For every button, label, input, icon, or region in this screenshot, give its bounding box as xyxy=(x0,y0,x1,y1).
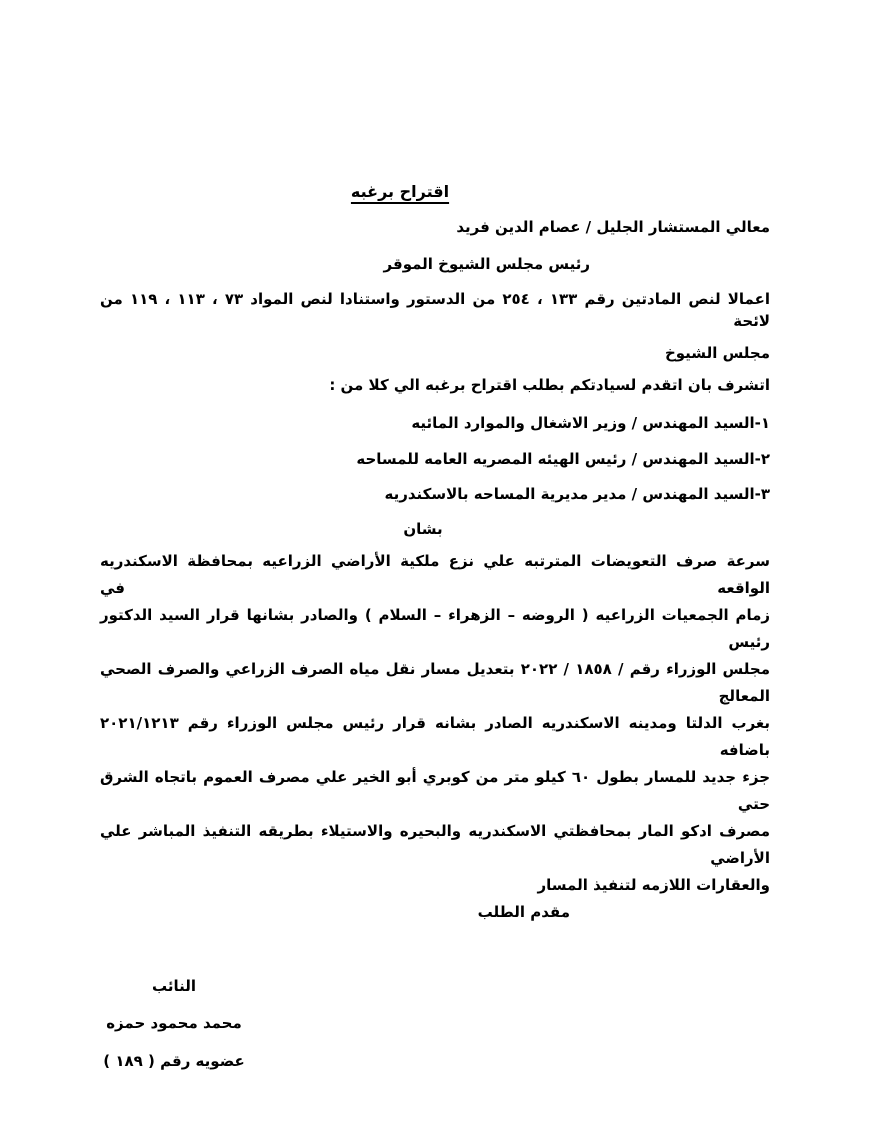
subject-line-5: جزء جديد للمسار بطول ٦٠ كيلو متر من كوبري أبو الخير علي مصرف العموم باتجاه الشرق حتي xyxy=(100,768,771,813)
regarding-label: بشان xyxy=(403,520,443,538)
signature-block xyxy=(100,975,248,1072)
document-title xyxy=(65,180,735,204)
salutation-recipient: معالي المستشار الجليل / عصام الدين فريد xyxy=(456,218,770,236)
salutation-recipient-role: رئيس مجلس الشيوخ الموقر xyxy=(383,255,590,273)
subject-line-1: سرعة صرف التعويضات المترتبه علي نزع ملكية الأراضي الزراعيه بمحافظة الاسكندريه الواقعه في xyxy=(100,552,770,597)
submitter-label: مقدم الطلب xyxy=(477,903,570,921)
subject-line-4: بغرب الدلتا ومدينه الاسكندريه الصادر بشانه قرار رئيس مجلس الوزراء رقم ٢٠٢١/١٢١٣ باضافه xyxy=(100,714,770,759)
document-title-text: اقتراح برغبه xyxy=(350,182,450,201)
signature-name: محمد محمود حمزه xyxy=(106,1014,242,1032)
addressee-item-1: ١-السيد المهندس / وزير الاشغال والموارد المائيه xyxy=(411,414,770,432)
addressee-item-3: ٣-السيد المهندس / مدير مديرية المساحه بالاسكندريه xyxy=(384,485,770,503)
subject-line-3: مجلس الوزراء رقم / ١٨٥٨ / ٢٠٢٢ بتعديل مسار نقل مياه الصرف الزراعي والصرف الصحي المعالج xyxy=(100,660,770,705)
addressee-item-2: ٢-السيد المهندس / رئيس الهيئه المصريه العامه للمساحه xyxy=(356,450,770,468)
legal-basis-line-2: مجلس الشيوخ xyxy=(664,344,770,362)
subject-paragraph xyxy=(100,548,770,899)
subject-line-2: زمام الجمعيات الزراعيه ( الروضه – الزهراء – السلام ) والصادر بشانها قرار السيد الدكتور رئيس xyxy=(100,606,770,651)
legal-basis-line-1: اعمالا لنص المادتين رقم ١٣٣ ، ٢٥٤ من الدستور واستنادا لنص المواد ٧٣ ، ١١٣ ، ١١٩ من لائحة xyxy=(100,290,770,330)
signature-role: النائب xyxy=(151,977,197,995)
signature-membership: عضويه رقم ( ١٨٩ ) xyxy=(103,1052,245,1070)
subject-line-6: مصرف ادكو المار بمحافظتي الاسكندريه والبحيره والاستيلاء بطريقه التنفيذ المباشر علي الأراضي xyxy=(100,822,770,867)
intro-line: اتشرف بان اتقدم لسيادتكم بطلب اقتراح برغبه الي كلا من : xyxy=(329,376,770,394)
subject-line-7: والعقارات اللازمه لتنفيذ المسار xyxy=(537,876,770,894)
